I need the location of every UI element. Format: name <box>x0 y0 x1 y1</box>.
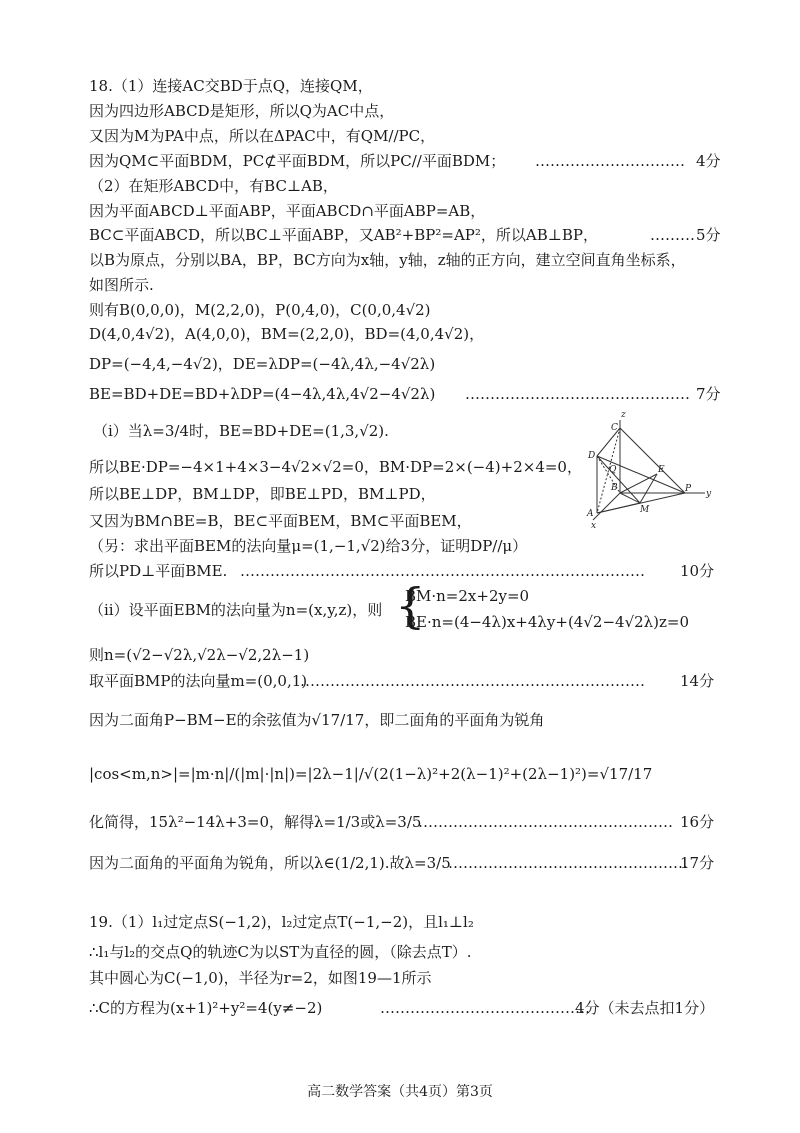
label-Q: Q <box>609 465 617 475</box>
score-10: 10分 <box>680 562 715 580</box>
line-19-3: 其中圆心为C(−1,0)，半径为r=2，如图19—1所示 <box>89 969 432 987</box>
score-7: 7分 <box>696 385 721 403</box>
line-18-16: 所以BE⊥DP，BM⊥DP，即BE⊥PD，BM⊥PD， <box>89 485 436 503</box>
score-17: 17分 <box>680 854 715 872</box>
line-18-22: 取平面BMP的法向量m=(0,0,1) <box>89 672 308 690</box>
score-4-note: 4分（未去点扣1分） <box>575 999 715 1017</box>
line-19-2: ∴l₁与l₂的交点Q的轨迹C为以ST为直径的圆，（除去点T）. <box>89 943 472 961</box>
score-leader: ………………………………………… <box>448 854 688 872</box>
system-brace: { <box>395 578 426 634</box>
label-C: C <box>611 423 618 433</box>
label-B: B <box>611 483 618 493</box>
score-leader: ………………………… <box>535 152 685 170</box>
line-18-8: 以B为原点，分别以BA，BP，BC方向为x轴，y轴，z轴的正方向，建立空间直角坐标系， <box>89 251 686 269</box>
score-leader: …………………………………………… <box>418 813 673 831</box>
line-18-12: DP=(−4,4,−4√2)，DE=λDP=(−4λ,4λ,−4√2λ) <box>89 355 436 373</box>
score-leader: ……… <box>650 226 695 244</box>
score-leader: …………………………………… <box>380 999 590 1017</box>
line-18-5: （2）在矩形ABCD中，有BC⊥AB， <box>89 177 338 195</box>
line-18-21: 则n=(√2−√2λ,√2λ−√2,2λ−1) <box>89 646 310 664</box>
label-E: E <box>658 465 665 475</box>
label-z: z <box>621 410 626 420</box>
line-18-6: 因为平面ABCD⊥平面ABP，平面ABCD∩平面ABP=AB， <box>89 202 486 220</box>
label-y: y <box>706 489 712 499</box>
line-18-7: BC⊂平面ABCD，所以BC⊥平面ABP，又AB²+BP²=AP²，所以AB⊥BP， <box>89 226 598 244</box>
line-18-19: 所以PD⊥平面BME. <box>89 562 228 580</box>
page-footer: 高二数学答案（共4页）第3页 <box>307 1084 493 1100</box>
line-18-11: D(4,0,4√2)，A(4,0,0)，BM=(2,2,0)，BD=(4,0,4√2)， <box>89 325 485 343</box>
score-4: 4分 <box>696 152 721 170</box>
label-P: P <box>685 484 692 494</box>
system-eq-1: BM·n=2x+2y=0 <box>405 587 530 605</box>
score-leader: ……………………………………… <box>465 385 690 403</box>
line-18-26: 因为二面角的平面角为锐角，所以λ∈(1/2,1).故λ=3/5 <box>89 854 451 872</box>
line-18-14: （i）当λ=3/4时，BE=BD+DE=(1,3,√2). <box>93 422 389 440</box>
line-19-1: 19.（1）l₁过定点S(−1,2)，l₂过定点T(−1,−2)，且l₁⊥l₂ <box>89 913 474 931</box>
system-eq-2: BE·n=(4−4λ)x+4λy+(4√2−4√2λ)z=0 <box>405 613 690 631</box>
line-19-4: ∴C的方程为(x+1)²+y²=4(y≠−2) <box>89 999 323 1017</box>
line-18-20: （ii）设平面EBM的法向量为n=(x,y,z)，则 <box>89 601 383 619</box>
score-5: 5分 <box>696 226 721 244</box>
label-A: A <box>587 509 594 519</box>
line-18-13: BE=BD+DE=BD+λDP=(4−4λ,4λ,4√2−4√2λ) <box>89 385 436 403</box>
label-M: M <box>640 505 650 515</box>
line-18-23: 因为二面角P−BM−E的余弦值为√17/17，即二面角的平面角为锐角 <box>89 711 545 729</box>
label-D: D <box>588 451 596 461</box>
score-14: 14分 <box>680 672 715 690</box>
line-18-3: 又因为M为PA中点，所以在ΔPAC中，有QM//PC， <box>89 127 436 145</box>
line-18-9: 如图所示. <box>89 276 154 294</box>
score-leader: ……………………………………………………………………… <box>240 562 645 580</box>
line-18-15: 所以BE·DP=−4×1+4×3−4√2×√2=0，BM·DP=2×(−4)+2×4=0， <box>89 458 582 476</box>
line-18-25: 化简得，15λ²−14λ+3=0，解得λ=1/3或λ=3/5 <box>89 813 422 831</box>
score-16: 16分 <box>680 813 715 831</box>
line-18-18: （另：求出平面BEM的法向量μ=(1,−1,√2)给3分，证明DP//μ） <box>89 537 528 555</box>
line-18-2: 因为四边形ABCD是矩形，所以Q为AC中点， <box>89 102 395 120</box>
label-x: x <box>591 521 597 531</box>
line-18-4: 因为QM⊂平面BDM，PC⊄平面BDM，所以PC//平面BDM； <box>89 152 506 170</box>
line-18-10: 则有B(0,0,0)，M(2,2,0)，P(0,4,0)，C(0,0,4√2) <box>89 301 431 319</box>
line-18-17: 又因为BM∩BE=B，BE⊂平面BEM，BM⊂平面BEM， <box>89 512 472 530</box>
line-18-1: 18.（1）连接AC交BD于点Q，连接QM， <box>89 77 373 95</box>
score-leader: …………………………………………………………… <box>300 672 645 690</box>
geometry-figure <box>585 408 715 533</box>
line-18-24: |cos<m,n>|=|m·n|/(|m|·|n|)=|2λ−1|/√(2(1−λ)²+2(λ−1)²+(2λ−1)²)=√17/17 <box>89 765 653 783</box>
